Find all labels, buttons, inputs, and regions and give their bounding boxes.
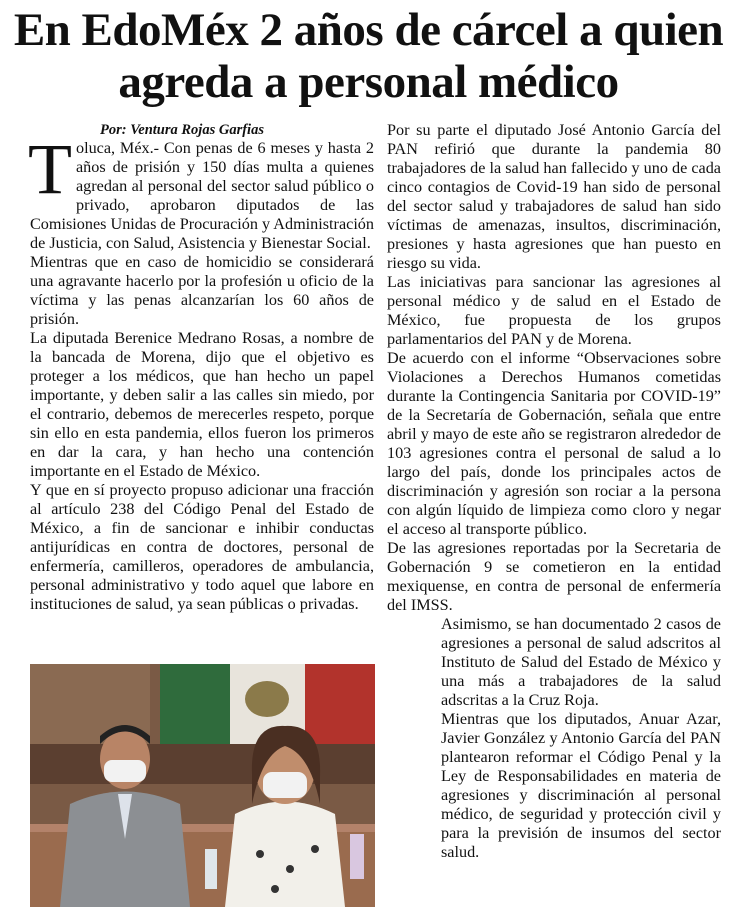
paragraph: De las agresiones reportadas por la Secretaria de Gobernación 9 se cometieron en la entidad mexiquense, en contra de personal de enfermería del IMSS. [387,539,721,614]
blouse-pattern [286,865,294,873]
thermos [350,834,364,879]
byline: Por: Ventura Rojas Garfias [100,122,264,138]
woman-blouse [225,802,345,908]
legislators-photo [30,664,375,907]
blouse-pattern [271,885,279,893]
paragraph: De acuerdo con el informe “Observaciones sobre Violaciones a Derechos Humanos cometidas durante la Contingencia Sanitaria por COVID-19” de la Secretaría de Gobernación, señala que entre abril y mayo de este año se registraron alrededor de 103 agresiones contra el personal de salud a lo largo del país, donde los principales actos de discriminación y agresión son rociar a la persona con algún líquido de limpieza como cloro y negar el acceso al transporte público. [387,349,721,538]
left-column [30,121,374,614]
man-mask [104,760,146,782]
paragraph: Mientras que los diputados, Anuar Azar, Javier González y Antonio García del PAN plantearon reformar el Código Penal y la Ley de Responsabilidades en materia de agresiones y discriminación al personal médico, de seguridad y protección civil y para la previsión de insumos del sector salud. [441,710,721,861]
blouse-pattern [311,845,319,853]
photo-illustration [30,664,375,907]
paragraph-text: oluca, Méx.- Con penas de 6 meses y hasta 2 años de prisión y 150 días multa a quienes agredan al personal del sector salud público o privado, aprobaron diputados de las Comisiones Unidas de Procuración y Administración de Justicia, con Salud, Asistencia y Bienestar Social. [30,139,374,252]
drop-cap: T [28,129,72,209]
water-bottle [205,849,217,889]
paragraph: Mientras que en caso de homicidio se considerará una agravante hacerlo por la profesión u oficio de la víctima y las penas alcanzarían los 60 años de prisión. [30,253,374,328]
paragraph: Por su parte el diputado José Antonio García del PAN refirió que durante la pandemia 80 trabajadores de la salud han fallecido y uno de cada cinco contagios de Covid-19 han sido de personal del sector salud y trabajadores de salud han sido víctimas de amenazas, insultos, discriminación, presiones y hasta agresiones que han puesto en riesgo su vida. [387,121,721,272]
photo-bench [30,744,375,784]
headline: En EdoMéx 2 años de cárcel a quien agreda a personal médico [13,4,724,108]
blouse-pattern [256,850,264,858]
paragraph: Y que en sí proyecto propuso adicionar una fracción al artículo 238 del Código Penal del Estado de México, a fin de sancionar e inhibir conductas antijurídicas en contra de doctores, personal de enfermería, camilleros, operadores de ambulancia, personal administrativo y todo aquel que labore en instituciones de salud, ya sean públicas o privadas. [30,481,374,613]
paragraph: Asimismo, se han documentado 2 casos de agresiones a personal de salud adscritos al Instituto de Salud del Estado de México y una más a trabajadores de la salud adscritas a la Cruz Roja. [441,615,721,709]
flag-emblem [245,681,289,717]
paragraph: Las iniciativas para sancionar las agresiones al personal médico y de salud en el Estado de México, fue propuesta de los grupos parlamentarios del PAN y de Morena. [387,273,721,348]
paragraph: La diputada Berenice Medrano Rosas, a nombre de la bancada de Morena, dijo que el objetivo es proteger a los médicos, que han hecho un papel importante, y deben salir a las calles sin miedo, por el contrario, debemos de merecerles respeto, porque sin ello en esta pandemia, ellos fueron los primeros en dar la cara, y han hecho una contención importante en el Estado de México. [30,329,374,480]
woman-mask [263,772,307,798]
right-column [387,121,721,862]
